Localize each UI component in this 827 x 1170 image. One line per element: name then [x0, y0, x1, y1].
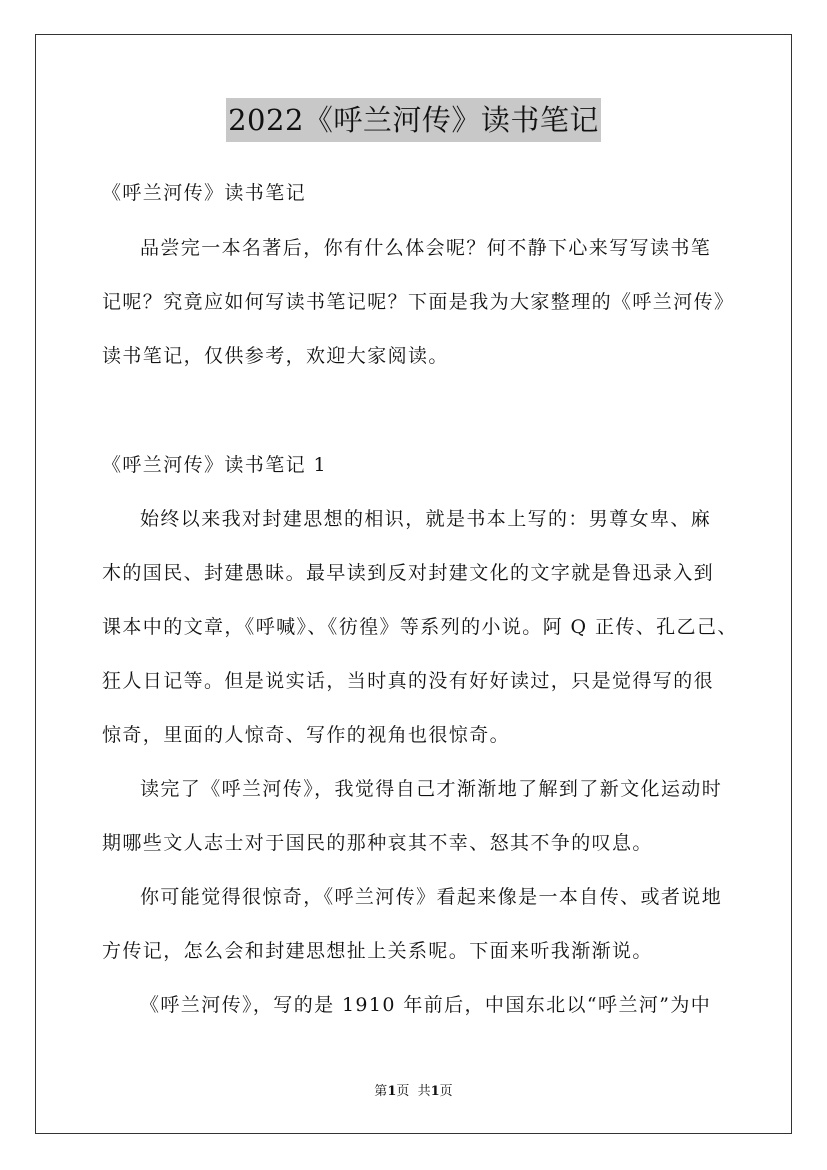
footer-page-number: 1 [387, 1084, 397, 1099]
paragraph-line: 惊奇，里面的人惊奇、写作的视角也很惊奇。 [102, 724, 511, 746]
paragraph-line: 你可能觉得很惊奇，《呼兰河传》看起来像是一本自传、或者说地 [140, 886, 723, 908]
paragraph-line: 始终以来我对封建思想的相识，就是书本上写的：男尊女卑、麻 [140, 508, 712, 530]
section-heading: 《呼兰河传》读书笔记 1 [102, 454, 327, 476]
paragraph-line: 记呢？究竟应如何写读书笔记呢？下面是我为大家整理的《呼兰河传》 [102, 291, 735, 313]
footer-page-prefix: 第 [374, 1084, 388, 1099]
paragraph-line: 读书笔记，仅供参考，欢迎大家阅读。 [102, 345, 449, 367]
paragraph-line: 《呼兰河传》，写的是 1910 年前后，中国东北以“呼兰河”为中 [140, 994, 712, 1016]
footer-page-total: 1 [430, 1084, 440, 1099]
paragraph-line: 狂人日记等。但是说实话，当时真的没有好好读过，只是觉得写的很 [102, 670, 715, 692]
paragraph-line: 读完了《呼兰河传》，我觉得自己才渐渐地了解到了新文化运动时 [140, 778, 723, 800]
paragraph-line: 木的国民、封建愚昧。最早读到反对封建文化的文字就是鲁迅录入到 [102, 562, 715, 584]
title-container [0, 98, 827, 142]
paragraph-line: 方传记，怎么会和封建思想扯上关系呢。下面来听我渐渐说。 [102, 940, 653, 962]
paragraph-line: 期哪些文人志士对于国民的那种哀其不幸、怒其不争的叹息。 [102, 832, 653, 854]
document-title: 2022《呼兰河传》读书笔记 [226, 98, 601, 142]
section-heading: 《呼兰河传》读书笔记 [102, 182, 307, 204]
paragraph-line: 课本中的文章，《呼喊》、《彷徨》等系列的小说。阿 Q 正传、孔乙己、 [102, 616, 738, 638]
page-footer [0, 1083, 827, 1101]
footer-page-mid: 页 共 [396, 1084, 431, 1099]
paragraph-line: 品尝完一本名著后，你有什么体会呢？何不静下心来写写读书笔 [140, 237, 712, 259]
footer-page-suffix: 页 [439, 1084, 453, 1099]
